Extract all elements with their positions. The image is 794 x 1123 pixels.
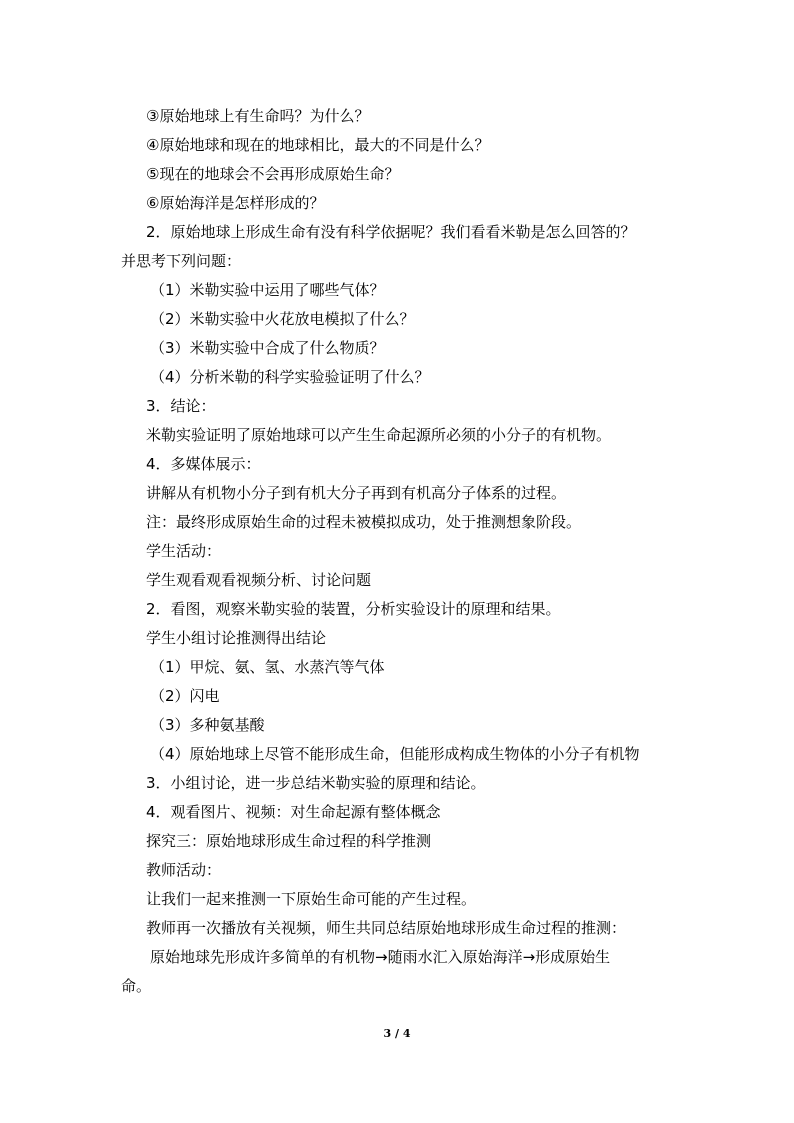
text-line: 2．原始地球上形成生命有没有科学依据呢？我们看看米勒是怎么回答的？: [146, 223, 636, 241]
text-line: 学生小组讨论推测得出结论: [146, 629, 327, 647]
text-line: 学生活动：: [146, 542, 222, 560]
text-line: 并思考下列问题：: [121, 252, 242, 270]
page-number: 3 / 4: [383, 1027, 411, 1040]
text-line: 学生观看观看视频分析、讨论问题: [146, 571, 372, 589]
text-line: （2）闪电: [150, 687, 220, 705]
text-line: 让我们一起来推测一下原始生命可能的产生过程。: [146, 890, 477, 908]
text-line: 2．看图，观察米勒实验的装置，分析实验设计的原理和结果。: [146, 600, 561, 618]
text-line: （4）分析米勒的科学实验验证明了什么？: [150, 368, 430, 386]
text-line: 原始地球先形成许多简单的有机物→随雨水汇入原始海洋→形成原始生: [150, 948, 611, 966]
text-line: ③原始地球上有生命吗？为什么？: [146, 107, 370, 125]
text-line: （3）米勒实验中合成了什么物质？: [150, 339, 385, 357]
text-line: 3．小组讨论，进一步总结米勒实验的原理和结论。: [146, 774, 486, 792]
text-line: 教师活动：: [146, 861, 222, 879]
text-line: 讲解从有机物小分子到有机大分子再到有机高分子体系的过程。: [146, 484, 567, 502]
text-line: 3．结论：: [146, 397, 216, 415]
text-line: 注：最终形成原始生命的过程未被模拟成功，处于推测想象阶段。: [146, 513, 582, 531]
text-line: （1）甲烷、氨、氢、水蒸汽等气体: [150, 658, 385, 676]
text-line: ⑥原始海洋是怎样形成的？: [146, 194, 325, 212]
text-line: 教师再一次播放有关视频，师生共同总结原始地球形成生命过程的推测：: [146, 919, 627, 937]
text-line: 米勒实验证明了原始地球可以产生生命起源所必须的小分子的有机物。: [146, 426, 612, 444]
text-line: （3）多种氨基酸: [150, 716, 265, 734]
text-line: 4．多媒体展示：: [146, 455, 261, 473]
text-line: （2）米勒实验中火花放电模拟了什么？: [150, 310, 415, 328]
text-line: 命。: [121, 977, 152, 995]
text-line: （4）原始地球上尽管不能形成生命，但能形成构成生物体的小分子有机物: [150, 745, 640, 763]
text-line: 4．观看图片、视频：对生命起源有整体概念: [146, 803, 441, 821]
text-line: ⑤现在的地球会不会再形成原始生命？: [146, 165, 400, 183]
text-line: ④原始地球和现在的地球相比，最大的不同是什么？: [146, 136, 490, 154]
text-line: （1）米勒实验中运用了哪些气体？: [150, 281, 385, 299]
text-line: 探究三：原始地球形成生命过程的科学推测: [146, 832, 432, 850]
